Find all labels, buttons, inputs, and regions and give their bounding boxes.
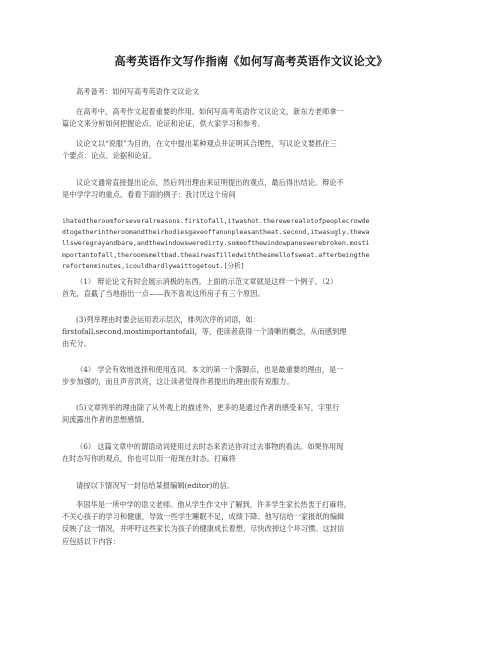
text-line: 篇论文来分析如何把握论点、论证和论证，供大家学习和参考。 (62, 119, 265, 129)
text-line: 个要点：论点、论据和论证。 (62, 151, 157, 161)
text-line: (3)列举理由时要会运用表示层次，排列次序的词语，如： (76, 315, 261, 324)
text-line: 请按以下情况写一封信给某报编辑(editor)的信。 (76, 481, 235, 490)
text-line: 李国华是一所中学的语文老师。他从学生作文中了解到，许多学生家长热衷于打麻将， (76, 500, 352, 509)
text-line: llsweregrayandbare,andthewindowsweredirty.someofthewindowpaneswerebroken.mosti (62, 239, 370, 248)
exercise-scenario (62, 499, 440, 548)
text-line: dtogetherintheroomandtheirbodiesgaveoffanunpleasantheat.second,itwasugly.thewa (62, 228, 370, 237)
text-line: 不关心孩子的学习和健康，导致一些学生睡眠不足，成绩下降。他写信给一家报纸的编辑 (62, 512, 345, 522)
analysis-point-5 (62, 402, 440, 426)
paragraph-intro (62, 106, 440, 130)
text-line: refortenminutes,icouldhardlywaittogetout.[分析] (62, 261, 245, 270)
text-line: ihatedtheroomforseveralreasons.firstofall,itwashot.therewerealotofpeoplecrowde (62, 217, 370, 225)
paragraph-purpose (62, 138, 440, 162)
example-essay (62, 216, 440, 272)
text-line: (5)文章列举的理由除了从外观上的描述外，更多的是通过作者的感受来写，字里行 (76, 403, 340, 412)
text-line: 在时态写你的观点，你也可以用一般现在时态。打麻将 (62, 454, 236, 464)
text-line: 由充分。 (62, 339, 91, 349)
text-line: firstofall,second,mostimportantofall，等，使读者获得一个清晰的概念，从而感到理 (62, 327, 347, 337)
text-line: 在高考中，高考作文起着重要的作用。如何写高考英语作文议论文，新东方老师拿一 (76, 107, 344, 116)
text-line: 首先，直截了当地指出一点——我不喜欢这所房子有三个原因。 (62, 289, 265, 299)
paragraph-subtitle (62, 86, 440, 98)
text-line: 是中学学习的重点。看看下面的例子：我讨厌这个房间 (62, 190, 236, 200)
analysis-point-3 (62, 314, 440, 351)
analysis-point-6 (62, 441, 440, 465)
text-line: 步步加强的，而且声音洪亮，这让读者觉得作者提出的理由很有说服力。 (62, 377, 294, 387)
text-line: 反映了这一情况，并呼吁这些家长为孩子的健康成长着想，尽快改掉这个坏习惯。这封信 (62, 524, 345, 534)
text-line: 应包括以下内容： (62, 536, 120, 546)
text-line: （4） 学会有效地选择和使用连词。本文的第一个落脚点，也是最重要的理由，是一 (76, 365, 344, 374)
document-title: 高考英语作文写作指南《如何写高考英语作文议论文》 (114, 55, 388, 68)
text-line: （6） 这篇文章中的谓语动词使用过去时态来表达你对过去事物的看法。如果你用现 (76, 442, 344, 451)
text-line: 议论文以“说服”为目的，在文中提出某种观点并证明其合理性，写议论文要抓住三 (76, 139, 337, 148)
text-line: （1） 辩论论文有时会展示消极的东西。上面的示范文章就是这样一个例子。（2） (76, 277, 338, 286)
text-line: 高考备考：如何写高考英语作文议论文 (76, 87, 200, 96)
paragraph-structure (62, 177, 440, 201)
text-line: 间流露出作者的思想感情。 (62, 415, 149, 425)
text-line: mportantofall,theroomsmeltbad.theairwasfilledwiththesmellofsweat.afterbeingthe (62, 250, 370, 259)
analysis-point-4 (62, 364, 440, 388)
analysis-point-1-2 (62, 276, 440, 300)
exercise-prompt (62, 480, 440, 492)
text-line: 议论文通常直接提出论点，然后列出理由来证明提出的观点，最后得出结论。辩论不 (76, 178, 344, 187)
